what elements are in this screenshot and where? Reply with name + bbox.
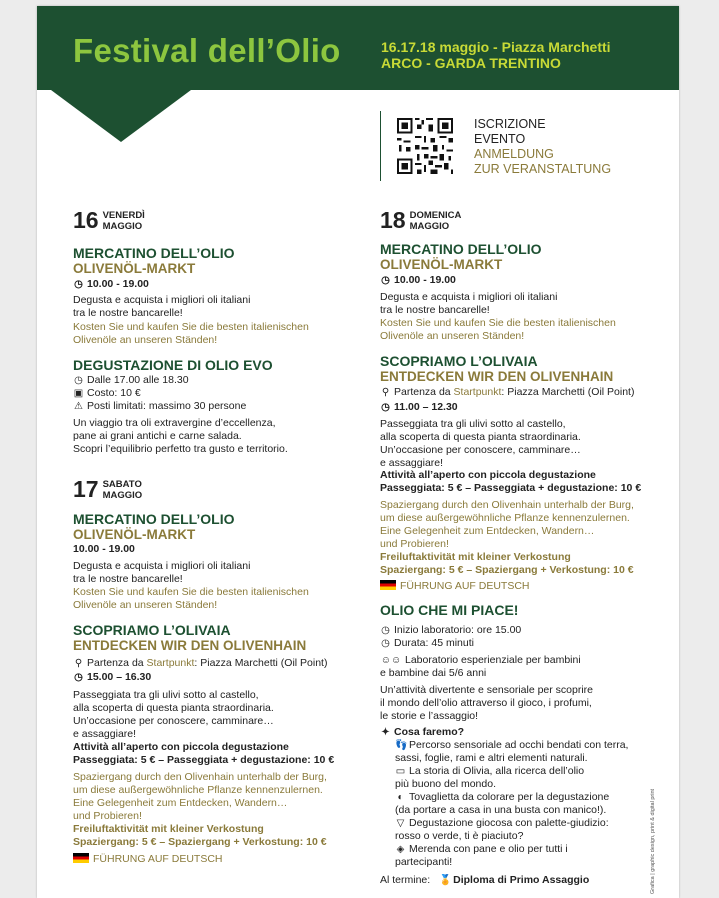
qr-code[interactable] [397, 118, 453, 174]
clock-icon: ◷ [381, 638, 390, 649]
kids-duration [380, 637, 474, 650]
sun-walk-de-1: Spaziergang durch den Olivenhain unterhalb der Burg, [380, 499, 634, 511]
sat-market-de-2: Olivenöle an unseren Ständen! [73, 599, 218, 611]
kids-item-1a [395, 739, 628, 752]
sun-market-de-1: Kosten Sie und kaufen Sie die besten italienischen [380, 317, 616, 329]
sat-walk-de-4: und Probieren! [73, 810, 142, 822]
tasting-cost [73, 387, 141, 400]
sat-walk-it-3: Un’occasione per conoscere, camminare… [73, 715, 274, 727]
kids-lab-1 [380, 654, 581, 667]
kids-desc-2: il mondo dell’olio attraverso il gioco, i profumi, [380, 697, 592, 709]
clock-icon: ◷ [381, 625, 390, 636]
sat-walk-time-text: 15.00 – 16.30 [87, 671, 152, 683]
sat-walk-start [73, 657, 327, 670]
children-icon: ☺☺ [380, 655, 402, 666]
german-flag-icon [380, 580, 396, 590]
kids-item-1a-text: Percorso sensoriale ad occhi bendati con terra, [409, 739, 629, 751]
book-icon: ▭ [395, 766, 406, 777]
kids-item-4a-text: Degustazione giocosa con palette-giudizio: [409, 817, 609, 829]
sat-market-it-1: Degusta e acquista i migliori oli italiani [73, 560, 251, 572]
kids-item-5b: partecipanti! [395, 856, 453, 868]
warning-icon: ⚠ [74, 401, 83, 412]
fri-market-de-1: Kosten Sie und kaufen Sie die besten italienischen [73, 321, 309, 333]
poster [37, 6, 679, 898]
kids-item-4b: rosso o verde, ti è piaciuto? [395, 830, 524, 842]
tasting-title: DEGUSTAZIONE DI OLIO EVO [73, 357, 273, 373]
registration-de-2: ZUR VERANSTALTUNG [474, 162, 612, 176]
sun-market-it-2: tra le nostre bancarelle! [380, 304, 490, 316]
sat-tour-text: FÜHRUNG AUF DEUTSCH [93, 853, 223, 865]
sat-walk-it-b2: Passeggiata: 5 € – Passeggiata + degustazione: 10 € [73, 754, 335, 766]
start-b: : Piazza Marchetti (Oil Point) [501, 386, 635, 398]
medal-icon: 🏅 [439, 875, 452, 886]
kids-start-text: Inizio laboratorio: ore 15.00 [394, 624, 522, 636]
tasting-time-text: Dalle 17.00 alle 18.30 [87, 374, 189, 386]
kids-item-4a [395, 817, 609, 830]
sat-walk-title-de: ENTDECKEN WIR DEN OLIVENHAIN [73, 638, 307, 653]
day-of-week: SABATO [102, 479, 142, 490]
sun-walk-de-4: und Probieren! [380, 538, 449, 550]
sun-walk-it-1: Passeggiata tra gli ulivi sotto al castello, [380, 418, 566, 430]
start-de: Startpunkt [453, 386, 502, 398]
start-b: : Piazza Marchetti (Oil Point) [194, 657, 328, 669]
tasting-time [73, 374, 189, 387]
sun-walk-title-de: ENTDECKEN WIR DEN OLIVENHAIN [380, 369, 614, 384]
sat-walk-it-b1: Attività all’aperto con piccola degustazione [73, 741, 289, 753]
registration-text [474, 117, 611, 177]
tasting-cost-text: Costo: 10 € [87, 387, 141, 399]
sat-market-time: 10.00 - 19.00 [73, 543, 135, 555]
clock-icon: ◷ [381, 402, 390, 413]
clock-icon: ◷ [74, 375, 83, 386]
clock-icon: ◷ [74, 672, 83, 683]
sun-tour-de [380, 580, 530, 593]
sun-walk-it-b1: Attività all’aperto con piccola degustazione [380, 469, 596, 481]
tasting-desc-1: Un viaggio tra oli extravergine d’eccellenza, [73, 417, 276, 429]
tasting-desc-2: pane ai grani antichi e carne salada. [73, 430, 242, 442]
fri-market-time [73, 278, 149, 291]
sun-walk-time-text: 11.00 – 12.30 [394, 401, 458, 413]
kids-item-2a [395, 765, 584, 778]
kids-item-1b: sassi, foglie, rami e altri elementi naturali. [395, 752, 588, 764]
fri-market-de-2: Olivenöle an unseren Ständen! [73, 334, 218, 346]
sat-market-it-2: tra le nostre bancarelle! [73, 573, 183, 585]
kids-item-3a [395, 791, 609, 804]
registration-it-1: ISCRIZIONE [474, 117, 546, 131]
sun-walk-de-b1: Freiluftaktivität mit kleiner Verkostung [380, 551, 571, 563]
sat-walk-time [73, 671, 151, 684]
sat-market-de-1: Kosten Sie und kaufen Sie die besten italienischen [73, 586, 309, 598]
day-month: MAGGIO [102, 490, 143, 501]
kids-end [380, 874, 589, 887]
sun-walk-it-b2: Passeggiata: 5 € – Passeggiata + degustazione: 10 € [380, 482, 642, 494]
fri-market-it-1: Degusta e acquista i migliori oli italiani [73, 294, 251, 306]
day-18 [380, 208, 461, 232]
sat-market-title: MERCATINO DELL’OLIO [73, 511, 235, 527]
kids-lab-2: e bambine dai 5/6 anni [380, 667, 487, 679]
kids-desc-3: le storie e l’assaggio! [380, 710, 479, 722]
registration-de-1: ANMELDUNG [474, 147, 554, 161]
sun-walk-de-b2: Spaziergang: 5 € – Spaziergang + Verkostung: 10 € [380, 564, 634, 576]
kids-item-2a-text: La storia di Olivia, alla ricerca dell’olio [409, 765, 585, 777]
start-a: Partenza da [394, 386, 454, 398]
kids-item-5a [395, 843, 568, 856]
sun-market-time-text: 10.00 - 19.00 [394, 274, 456, 286]
fri-market-it-2: tra le nostre bancarelle! [73, 307, 183, 319]
clock-icon: ◷ [74, 279, 83, 290]
fri-market-title-de: OLIVENÖL-MARKT [73, 261, 196, 276]
credits: Grafica | graphic design, print & digital print [650, 788, 656, 894]
day-of-week: VENERDÌ [102, 210, 145, 221]
clock-icon: ◷ [381, 275, 390, 286]
sun-market-title: MERCATINO DELL’OLIO [380, 241, 542, 257]
sun-walk-de-2: um diese außergewöhnliche Pflanze kennenzulernen. [380, 512, 630, 524]
sun-market-it-1: Degusta e acquista i migliori oli italiani [380, 291, 558, 303]
sat-walk-de-b2: Spaziergang: 5 € – Spaziergang + Verkostung: 10 € [73, 836, 327, 848]
sat-walk-it-4: e assaggiare! [73, 728, 137, 740]
sun-walk-de-3: Eine Gelegenheit zum Entdecken, Wandern… [380, 525, 595, 537]
cup-icon: ▽ [396, 818, 405, 829]
kids-item-3a-text: Tovaglietta da colorare per la degustazione [409, 791, 610, 803]
day-17 [73, 477, 142, 501]
header-notch [51, 90, 191, 142]
sat-walk-title: SCOPRIAMO L’OLIVAIA [73, 622, 231, 638]
kids-end-label: Al termine: [380, 874, 431, 886]
sat-walk-de-1: Spaziergang durch den Olivenhain unterhalb der Burg, [73, 771, 327, 783]
sat-market-title-de: OLIVENÖL-MARKT [73, 527, 196, 542]
sun-walk-start [380, 386, 634, 399]
kids-start [380, 624, 521, 637]
sat-walk-de-3: Eine Gelegenheit zum Entdecken, Wandern… [73, 797, 288, 809]
fri-market-title: MERCATINO DELL’OLIO [73, 245, 235, 261]
sparkle-icon: ✦ [381, 727, 390, 738]
kids-question [380, 726, 464, 739]
sat-tour-de [73, 853, 223, 866]
fri-market-time-text: 10.00 - 19.00 [87, 278, 149, 290]
kids-question-text: Cosa faremo? [394, 726, 465, 738]
tasting-desc-3: Scopri l’equilibrio perfetto tra gusto e territorio. [73, 443, 288, 455]
sun-walk-it-4: e assaggiare! [380, 457, 444, 469]
start-de: Startpunkt [146, 657, 195, 669]
start-a: Partenza da [87, 657, 147, 669]
tasting-seats-text: Posti limitati: massimo 30 persone [87, 400, 247, 412]
day-number: 16 [73, 207, 99, 233]
sat-walk-it-2: alla scoperta di questa pianta straordinaria. [73, 702, 274, 714]
sat-walk-de-2: um diese außergewöhnliche Pflanze kennenzulernen. [73, 784, 323, 796]
day-number: 17 [73, 476, 99, 502]
day-number: 18 [380, 207, 406, 233]
sat-walk-de-b1: Freiluftaktivität mit kleiner Verkostung [73, 823, 264, 835]
map-pin-icon: ⚲ [74, 658, 83, 669]
box-icon: ◈ [396, 844, 405, 855]
kids-desc-1: Un’attività divertente e sensoriale per scoprire [380, 684, 594, 696]
day-16 [73, 208, 145, 232]
date-place: 16.17.18 maggio - Piazza Marchetti [381, 39, 611, 55]
sun-market-de-2: Olivenöle an unseren Ständen! [380, 330, 525, 342]
festival-dates [381, 39, 611, 71]
kids-item-5a-text: Merenda con pane e olio per tutti i [409, 843, 568, 855]
sun-walk-title: SCOPRIAMO L’OLIVAIA [380, 353, 538, 369]
kids-item-2b: più buono del mondo. [395, 778, 496, 790]
sun-market-title-de: OLIVENÖL-MARKT [380, 257, 503, 272]
tasting-seats [73, 400, 246, 413]
kids-duration-text: Durata: 45 minuti [394, 637, 474, 649]
sun-market-time [380, 274, 456, 287]
day-month: MAGGIO [409, 221, 450, 232]
palette-icon: ◐ [397, 792, 404, 803]
day-month: MAGGIO [102, 221, 143, 232]
sat-walk-it-1: Passeggiata tra gli ulivi sotto al castello, [73, 689, 259, 701]
day-of-week: DOMENICA [409, 210, 462, 221]
location: ARCO - GARDA TRENTINO [381, 55, 561, 71]
divider [380, 111, 381, 181]
kids-item-3b: (da portare a casa in una busta con manico!). [395, 804, 607, 816]
ticket-icon: ▣ [73, 388, 84, 399]
sun-walk-it-2: alla scoperta di questa pianta straordinaria. [380, 431, 581, 443]
kids-lab-1-text: Laboratorio esperienziale per bambini [405, 654, 581, 666]
sun-walk-time [380, 401, 458, 414]
german-flag-icon [73, 853, 89, 863]
registration-it-2: EVENTO [474, 132, 526, 146]
sun-tour-text: FÜHRUNG AUF DEUTSCH [400, 580, 530, 592]
sun-walk-it-3: Un’occasione per conoscere, camminare… [380, 444, 581, 456]
kids-end-diploma: Diploma di Primo Assaggio [453, 874, 590, 886]
map-pin-icon: ⚲ [381, 387, 390, 398]
footprints-icon: 👣 [395, 740, 408, 751]
festival-title: Festival dell’Olio [73, 32, 341, 69]
kids-title: OLIO CHE MI PIACE! [380, 602, 519, 618]
